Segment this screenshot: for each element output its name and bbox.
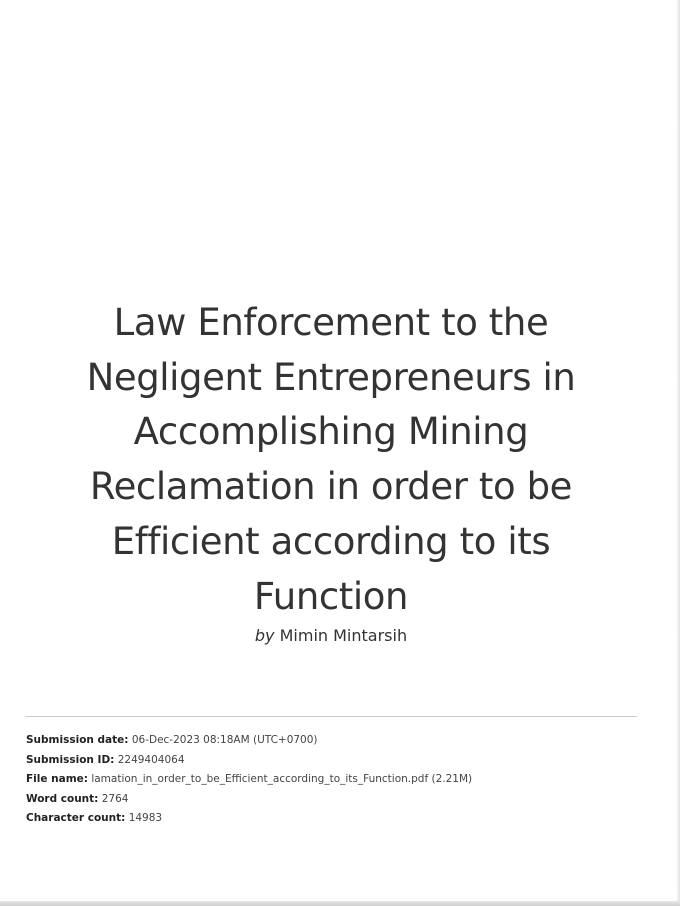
author-name: Mimin Mintarsih (279, 626, 408, 646)
page-edge-shadow (676, 0, 680, 906)
byline-prefix: by (254, 626, 275, 646)
character-count-row (26, 809, 646, 829)
file-name-row (26, 770, 646, 790)
word-count-value: 2764 (101, 792, 129, 805)
submission-id-row (26, 751, 646, 771)
page-bottom-edge (0, 901, 680, 906)
submission-date-row (26, 731, 646, 751)
submission-date-label: Submission date: (26, 734, 129, 746)
divider (25, 716, 637, 717)
document-title: Law Enforcement to the Negligent Entrepreneurs in Accomplishing Mining Reclamation in order to be Efficient according to its Function (86, 301, 576, 618)
file-name-label: File name: (26, 773, 88, 786)
file-name-value: lamation_in_order_to_be_Efficient_according_to_its_Function.pdf (2.21M) (91, 773, 473, 786)
submission-date-value: 06-Dec-2023 08:18AM (UTC+0700) (131, 734, 318, 746)
submission-id-label: Submission ID: (26, 753, 115, 766)
title-block (40, 296, 622, 647)
submission-info (26, 731, 646, 829)
submission-id-value: 2249404064 (117, 753, 185, 766)
character-count-label: Character count: (26, 812, 126, 825)
byline (40, 625, 622, 647)
word-count-label: Word count: (26, 792, 99, 805)
word-count-row (26, 790, 646, 810)
character-count-value: 14983 (128, 812, 163, 825)
